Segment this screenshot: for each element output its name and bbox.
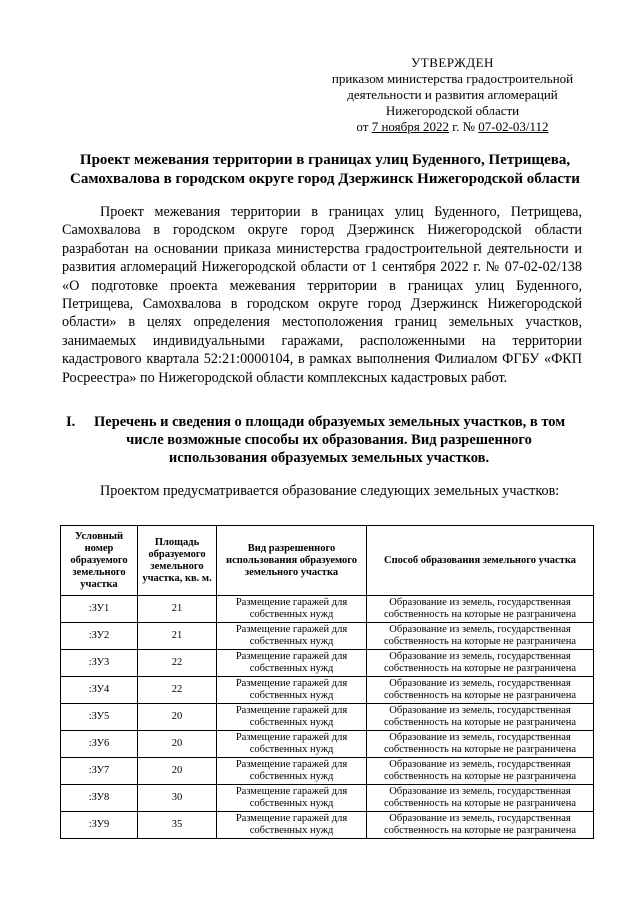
title-line-2: Самохвалова в городском округе город Дзержинск Нижегородской области [70,171,580,187]
header-permitted-use: Вид разрешенного использования образуемого земельного участка [217,526,367,596]
order-number: 07-02-03/112 [478,119,549,134]
formation-method-cell: Образование из земель, государственная собственность на которые не разграничена [367,596,594,623]
header-plot-area: Площадь образуемого земельного участка, кв. м. [138,526,217,596]
header-plot-number: Условный номер образуемого земельного участка [61,526,138,596]
plot-number-cell: :ЗУ4 [61,677,138,704]
plot-number-cell: :ЗУ3 [61,650,138,677]
permitted-use-cell: Размещение гаражей для собственных нужд [217,812,367,839]
plot-area-cell: 21 [138,596,217,623]
table-row [61,731,594,758]
plot-area-cell: 22 [138,650,217,677]
plot-area-cell: 22 [138,677,217,704]
approval-date: 7 ноября 2022 [371,119,449,134]
approval-line-2: деятельности и развития агломераций [347,87,558,102]
plot-number-cell: :ЗУ9 [61,812,138,839]
formation-method-cell: Образование из земель, государственная собственность на которые не разграничена [367,812,594,839]
header-formation-method: Способ образования земельного участка [367,526,594,596]
table-row [61,785,594,812]
plot-number-cell: :ЗУ5 [61,704,138,731]
plot-area-cell: 21 [138,623,217,650]
plot-number-cell: :ЗУ8 [61,785,138,812]
table-row [61,758,594,785]
approval-stamp [300,55,605,135]
date-prefix: от [356,119,372,134]
section-number: I. [66,414,76,430]
formation-method-cell: Образование из земель, государственная собственность на которые не разграничена [367,731,594,758]
formation-method-cell: Образование из земель, государственная собственность на которые не разграничена [367,704,594,731]
plot-number-cell: :ЗУ6 [61,731,138,758]
title-line-1: Проект межевания территории в границах улиц Буденного, Петрищева, [79,152,571,168]
table-row [61,623,594,650]
table-row [61,812,594,839]
permitted-use-cell: Размещение гаражей для собственных нужд [217,758,367,785]
approval-date-line [300,119,605,135]
plot-area-cell: 30 [138,785,217,812]
plot-number-cell: :ЗУ7 [61,758,138,785]
formation-method-cell: Образование из земель, государственная собственность на которые не разграничена [367,677,594,704]
intro-paragraph: Проектом предусматривается образование следующих земельных участков: [100,483,560,499]
plot-area-cell: 20 [138,731,217,758]
permitted-use-cell: Размещение гаражей для собственных нужд [217,785,367,812]
permitted-use-cell: Размещение гаражей для собственных нужд [217,650,367,677]
formation-method-cell: Образование из земель, государственная собственность на которые не разграничена [367,758,594,785]
plot-number-cell: :ЗУ1 [61,596,138,623]
body-paragraph: Проект межевания территории в границах улиц Буденного, Петрищева, Самохвалова в городском округе город Дзержинск Нижегородской области разработан на основании приказа министерства градостроительной деятельности и развития агломераций Нижегородской области от 1 сентября 2022 г. № 07-02-02/138 «О подготовке проекта межевания территории в границах улиц Буденного, Петрищева, Самохвалова в городском округе город Дзержинск Нижегородской области» в целях определения местоположения границ земельных участков, занимаемых индивидуальными гаражами, расположенными на территории кадастрового квартала 52:21:0000104, в рамках выполнения Филиалом ФГБУ «ФКП Росреестра» по Нижегородской области комплексных кадастровых работ. [62,204,582,386]
formation-method-cell: Образование из земель, государственная собственность на которые не разграничена [367,623,594,650]
table-row [61,677,594,704]
permitted-use-cell: Размещение гаражей для собственных нужд [217,731,367,758]
permitted-use-cell: Размещение гаражей для собственных нужд [217,596,367,623]
plot-area-cell: 20 [138,758,217,785]
approval-heading: УТВЕРЖДЕН [411,55,494,70]
date-suffix: г. № [448,119,479,134]
approval-line-3: Нижегородской области [385,103,520,118]
land-plots-table [60,525,594,839]
permitted-use-cell: Размещение гаражей для собственных нужд [217,677,367,704]
document-title [60,151,590,189]
section-heading [66,413,586,467]
formation-method-cell: Образование из земель, государственная собственность на которые не разграничена [367,785,594,812]
table-row [61,596,594,623]
plot-number-cell: :ЗУ2 [61,623,138,650]
table-row [61,704,594,731]
section-line-3: использования образуемых земельных участков. [168,450,490,466]
section-line-2: числе возможные способы их образования. Вид разрешенного [126,432,532,448]
formation-method-cell: Образование из земель, государственная собственность на которые не разграничена [367,650,594,677]
permitted-use-cell: Размещение гаражей для собственных нужд [217,704,367,731]
plot-area-cell: 20 [138,704,217,731]
plot-area-cell: 35 [138,812,217,839]
section-line-1: Перечень и сведения о площади образуемых земельных участков, в том [94,414,566,430]
approval-line-1: приказом министерства градостроительной [331,71,574,86]
table-row [61,650,594,677]
table-header-row [61,526,594,596]
permitted-use-cell: Размещение гаражей для собственных нужд [217,623,367,650]
